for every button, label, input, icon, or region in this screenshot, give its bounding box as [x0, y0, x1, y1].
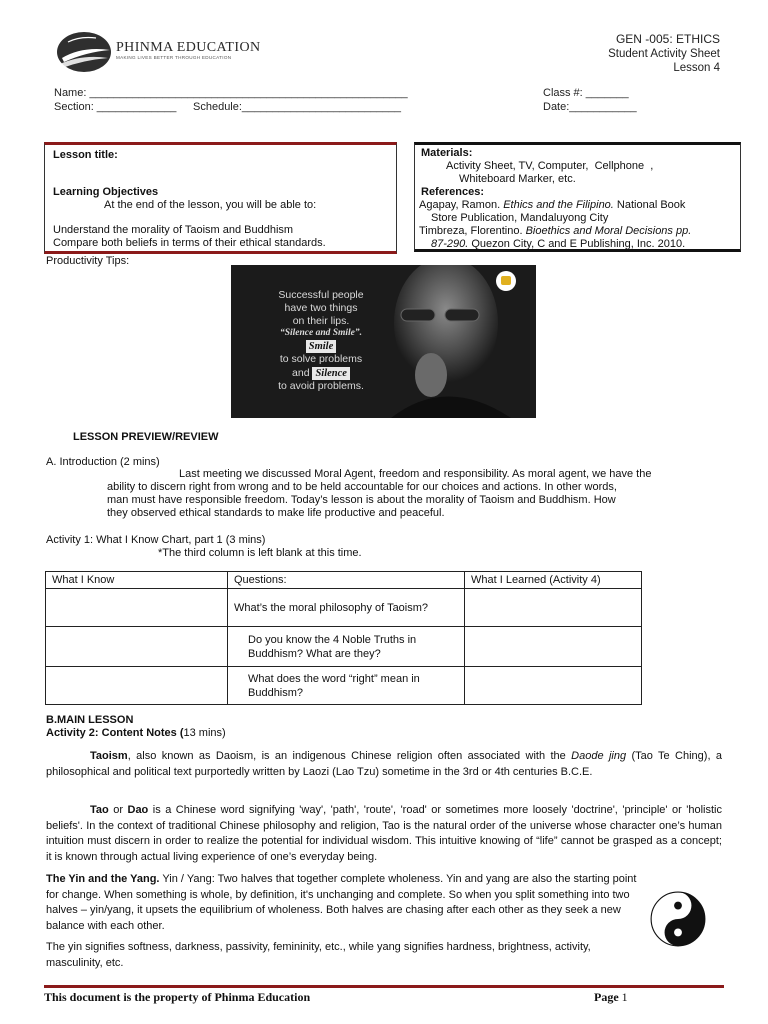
activity1-note: *The third column is left blank at this time.	[158, 547, 362, 559]
section-field[interactable]: Section: _____________	[54, 101, 177, 113]
objective-item: Understand the morality of Taoism and Buddhism	[53, 224, 294, 236]
intro-text: they observed ethical standards to make life productive and peaceful.	[107, 507, 445, 519]
name-field[interactable]: Name: ____________________________________________________	[54, 87, 408, 99]
intro-text: man must have responsible freedom. Today’s lesson is about the morality of Taoism and Buddhism. How	[107, 494, 616, 506]
yin-yang-icon	[650, 891, 706, 947]
reference-2: Timbreza, Florentino. Bioethics and Moral Decisions pp.	[419, 225, 692, 237]
table-row	[46, 667, 642, 705]
reference-1-cont: Store Publication, Mandaluyong City	[431, 212, 609, 224]
materials-label: Materials:	[421, 147, 473, 159]
lesson-number: Lesson 4	[673, 61, 720, 74]
column-header: What I Learned (Activity 4)	[465, 572, 642, 589]
logo-name: PHINMA EDUCATION	[116, 40, 261, 55]
references-label: References:	[421, 186, 484, 198]
reference-1: Agapay, Ramon. Ethics and the Filipino. National Book	[419, 199, 686, 211]
logo-emblem-icon	[52, 28, 112, 76]
activity2-title: Activity 2: Content Notes (13 mins)	[46, 727, 226, 739]
table-row	[46, 627, 642, 667]
logo-tagline: MAKING LIVES BETTER THROUGH EDUCATION	[116, 55, 232, 60]
question-cell: Do you know the 4 Noble Truths in Buddhism? What are they?	[228, 627, 465, 667]
main-lesson-heading: B.MAIN LESSON	[46, 714, 134, 726]
learned-cell[interactable]	[465, 589, 642, 627]
introduction-label: A. Introduction (2 mins)	[46, 456, 160, 468]
know-cell[interactable]	[46, 627, 228, 667]
activity1-title: Activity 1: What I Know Chart, part 1 (3 mins)	[46, 534, 266, 546]
question-cell: What does the word “right” mean in Buddhism?	[228, 667, 465, 705]
course-code: GEN -005: ETHICS	[615, 32, 720, 46]
schedule-field[interactable]: Schedule:__________________________	[193, 101, 401, 113]
objectives-intro: At the end of the lesson, you will be able to:	[104, 199, 317, 211]
reference-2-cont: 87-290. Quezon City, C and E Publishing, Inc. 2010.	[431, 238, 686, 250]
footer-divider	[44, 985, 724, 988]
date-field[interactable]: Date:___________	[543, 101, 637, 113]
poster-quote: Successful people have two things on their lips. “Silence and Smile”. Smile to solve problems and Silence to avoid problems.	[278, 289, 364, 392]
objectives-box	[44, 142, 397, 254]
table-header-row	[46, 572, 642, 589]
learned-cell[interactable]	[465, 667, 642, 705]
table-row	[46, 589, 642, 627]
taoism-paragraph: Taoism, also known as Daoism, is an indigenous Chinese religion often associated with the Daode jing (Tao Te Ching), a philosophical and political text purportedly written by Laozi (Lao Tzu) sometime in the 3rd or 4th centuries B.C.E.	[46, 750, 722, 778]
materials-box	[414, 142, 741, 252]
yin-yang-meaning-paragraph: The yin signifies softness, darkness, passivity, femininity, etc., while yang signifies hardness, brightness, activity, masculinity, etc.	[46, 941, 591, 969]
objective-item: Compare both beliefs in terms of their ethical standards.	[53, 237, 326, 249]
column-header: Questions:	[228, 572, 465, 589]
know-cell[interactable]	[46, 589, 228, 627]
lesson-title-label: Lesson title:	[53, 149, 118, 161]
question-cell: What’s the moral philosophy of Taoism?	[228, 589, 465, 627]
learned-cell[interactable]	[465, 627, 642, 667]
productivity-tips-label: Productivity Tips:	[46, 255, 130, 267]
course-header	[608, 32, 720, 75]
class-number-field[interactable]: Class #: _______	[543, 87, 629, 99]
materials-line: Activity Sheet, TV, Computer, Cellphone ,	[446, 160, 654, 172]
tao-paragraph: Tao or Dao is a Chinese word signifying 'way', 'path', 'route', 'road' or sometimes more loosely 'doctrine', 'principle' or 'holistic beliefs'. In the context of traditional Chinese philosophy and religion, Tao is the natural order of the universe whose character one’s human intuition must discern in order to realize the potential for individual wisdom. This intuitive knowing of “life” cannot be grasped as a concept; it is known through actual living experience of one’s everyday being.	[46, 804, 722, 863]
learning-objectives-label: Learning Objectives	[53, 186, 159, 198]
preview-heading: LESSON PREVIEW/REVIEW	[73, 431, 219, 443]
materials-line: Whiteboard Marker, etc.	[459, 173, 576, 185]
sheet-title: Student Activity Sheet	[608, 47, 720, 60]
footer-property-notice: This document is the property of Phinma Education	[44, 990, 311, 1004]
column-header: What I Know	[46, 572, 228, 589]
intro-text: ability to discern right from wrong and to be held accountable for our choices and actions. In other words,	[107, 481, 617, 493]
productivity-poster	[231, 265, 536, 418]
intro-text: Last meeting we discussed Moral Agent, freedom and responsibility. As moral agent, we have the	[179, 468, 652, 480]
know-cell[interactable]	[46, 667, 228, 705]
poster-badge-icon	[496, 271, 516, 291]
what-i-know-chart	[45, 571, 642, 705]
yin-yang-paragraph: The Yin and the Yang. Yin / Yang: Two halves that together complete wholeness. Yin and yang are also the starting point for change. When something is whole, by definition, it's unchanging and complete. So when you split something into two halves – yin/yang, it upsets the equilibrium of wholeness. Both halves are chasing after each other as they seek a new balance with each other.	[46, 873, 637, 932]
page-number: Page 1	[594, 990, 628, 1004]
